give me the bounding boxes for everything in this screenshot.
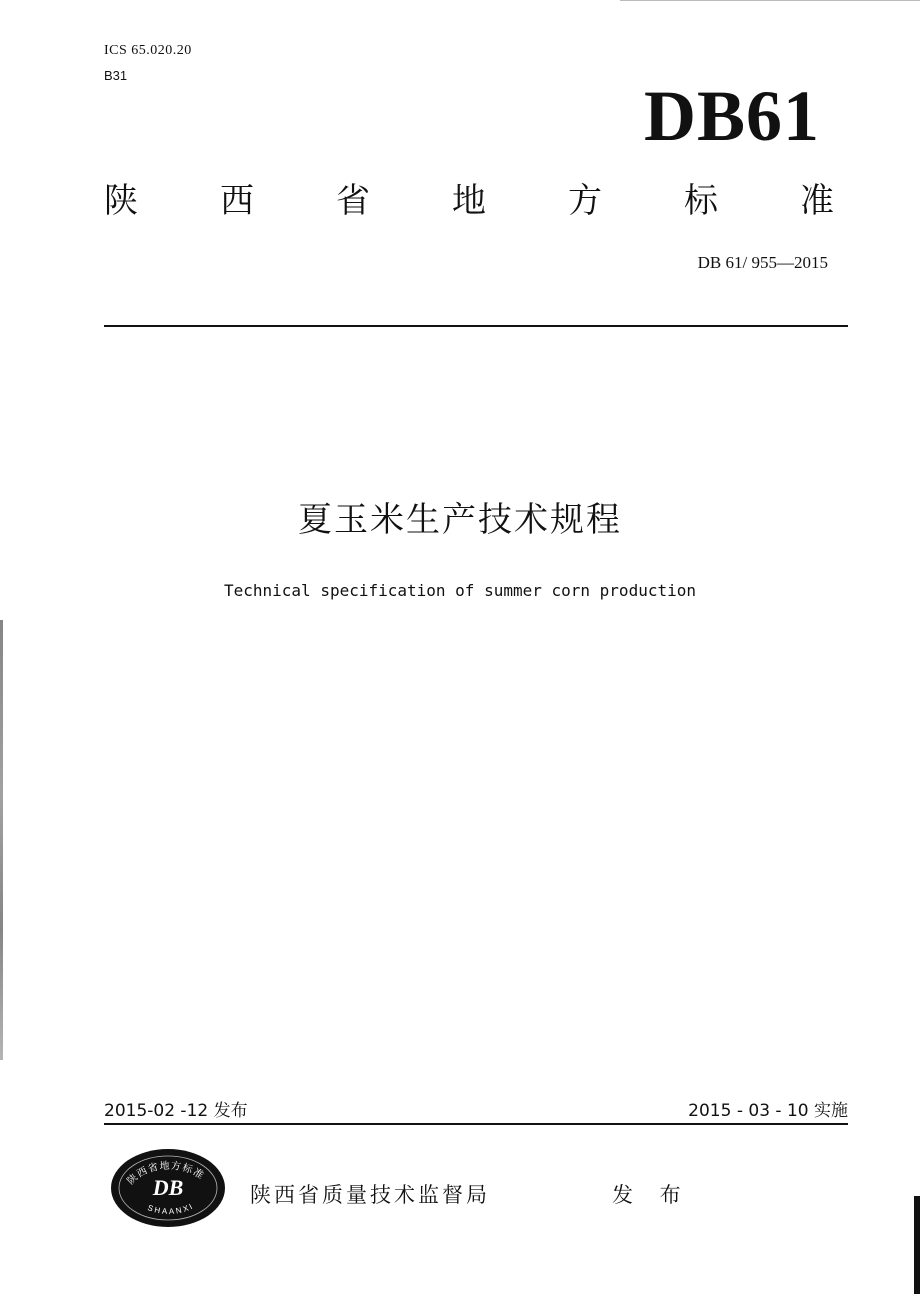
standard-logo-code: DB61	[643, 76, 820, 156]
standard-type-char: 省	[336, 181, 370, 221]
publisher-seal-icon	[110, 1148, 226, 1228]
classification-code: B31	[104, 68, 128, 83]
standard-type-char: 地	[452, 181, 486, 221]
implementation-date: 2015 - 03 - 10 实施	[688, 1101, 848, 1121]
seal-bottom-text: SHAANXI	[146, 1201, 196, 1217]
standard-type-char: 准	[800, 181, 834, 221]
seal-arc-text: 陕西省地方标准	[125, 1160, 206, 1188]
document-title-english: Technical specification of summer corn production	[223, 581, 696, 600]
scan-artifact-top	[620, 0, 920, 1]
header-divider	[104, 325, 848, 327]
standard-number: DB 61/ 955—2015	[697, 253, 828, 272]
standard-type-char: 标	[684, 181, 718, 221]
standard-type-char: 西	[220, 181, 254, 221]
issue-date: 2015-02 -12 发布	[104, 1101, 248, 1121]
scan-artifact-right	[914, 1196, 920, 1294]
ics-code: ICS 65.020.20	[104, 43, 192, 58]
standard-type-char: 方	[568, 181, 602, 221]
standard-type-char: 陕	[104, 181, 138, 221]
scan-artifact-left	[0, 620, 3, 1060]
publisher-name: 陕西省质量技术监督局	[250, 1183, 490, 1207]
footer-divider	[104, 1123, 848, 1125]
standard-type-heading	[104, 180, 834, 222]
document-title-chinese: 夏玉米生产技术规程	[298, 500, 622, 540]
seal-center-text: DB	[152, 1175, 184, 1200]
publish-label: 发 布	[612, 1183, 691, 1207]
